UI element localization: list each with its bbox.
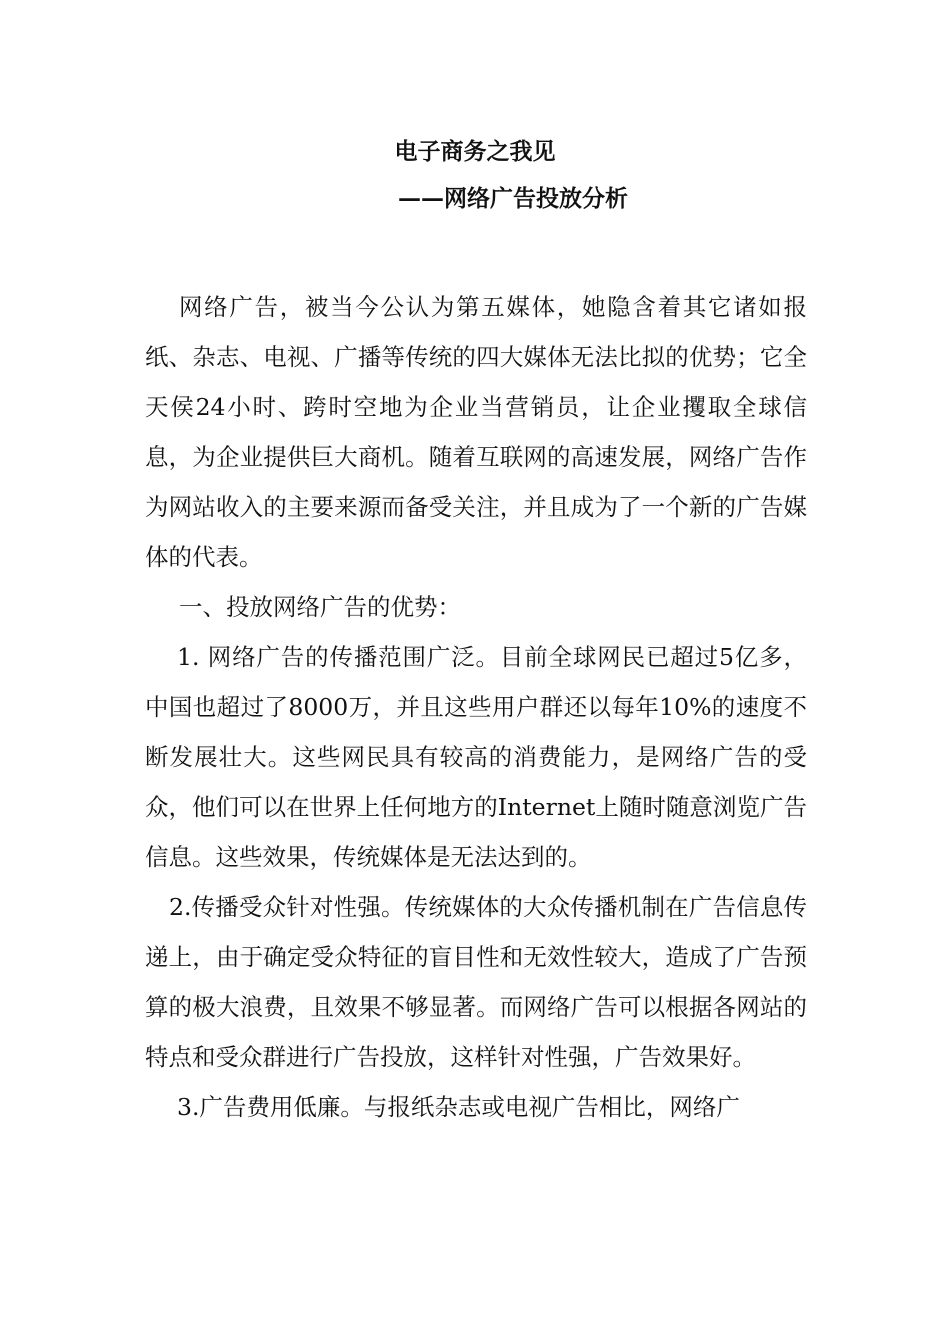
section-heading-advantages: 一、投放网络广告的优势： — [179, 593, 461, 621]
document-subtitle: ——网络广告投放分析 — [398, 185, 628, 212]
document-title: 电子商务之我见 — [394, 138, 556, 165]
paragraph-point-1: 1. 网络广告的传播范围广泛。目前全球网民已超过5亿多，中国也超过了8000万，并且这些用户群还以每年10%的速度不断发展壮大。这些网民具有较高的消费能力，是网络广告的受众，他们可以在世界上任何地方的Internet上随时随意浏览广告信息。这些效果，传统媒体是无法达到的。 — [145, 643, 807, 871]
document-body — [145, 282, 807, 1132]
paragraph-intro: 网络广告，被当今公认为第五媒体，她隐含着其它诸如报纸、杂志、电视、广播等传统的四大媒体无法比拟的优势；它全天侯24小时、跨时空地为企业当营销员，让企业攫取全球信息，为企业提供巨大商机。随着互联网的高速发展，网络广告作为网站收入的主要来源而备受关注，并且成为了一个新的广告媒体的代表。 — [145, 293, 807, 571]
paragraph-point-2: 2.传播受众针对性强。传统媒体的大众传播机制在广告信息传递上，由于确定受众特征的盲目性和无效性较大，造成了广告预算的极大浪费，且效果不够显著。而网络广告可以根据各网站的特点和受众群进行广告投放，这样针对性强，广告效果好。 — [145, 893, 807, 1071]
paragraph-point-3: 3.广告费用低廉。与报纸杂志或电视广告相比，网络广 — [177, 1093, 740, 1121]
